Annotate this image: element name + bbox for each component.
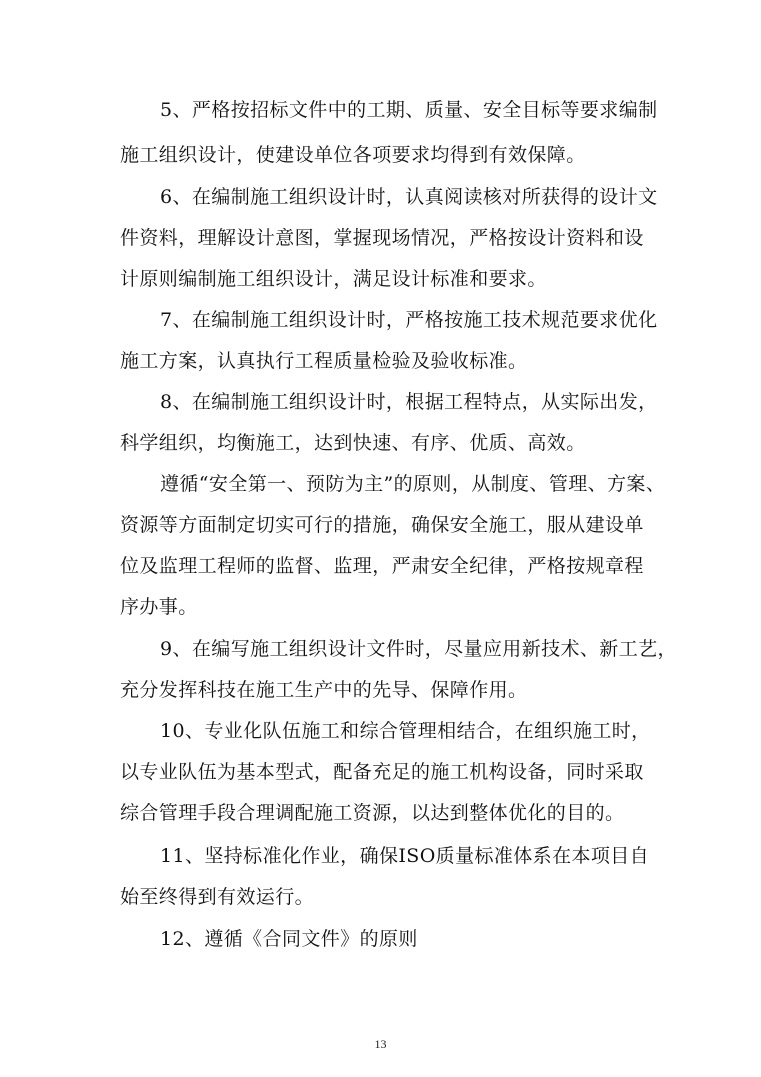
safety-paragraph-line-1: 遵循“安全第一、预防为主”的原则，从制度、管理、方案、 [160,473,666,495]
safety-paragraph-line-2: 资源等方面制定切实可行的措施，确保安全施工，服从建设单 [120,514,644,536]
paragraph-6-line-1: 6、在编制施工组织设计时，认真阅读核对所获得的设计文 [160,186,658,208]
paragraph-7-line-2: 施工方案，认真执行工程质量检验及验收标准。 [120,350,528,372]
paragraph-6-line-3: 计原则编制施工组织设计，满足设计标准和要求。 [120,268,547,290]
paragraph-11-line-2: 始至终得到有效运行。 [120,886,315,908]
paragraph-10-line-3: 综合管理手段合理调配施工资源，以达到整体优化的目的。 [120,802,625,824]
safety-paragraph-line-4: 序办事。 [120,596,198,618]
paragraph-10-line-2: 以专业队伍为基本型式，配备充足的施工机构设备，同时采取 [120,761,644,783]
paragraph-5-line-1: 5、严格按招标文件中的工期、质量、安全目标等要求编制 [160,99,658,121]
paragraph-9-line-2: 充分发挥科技在施工生产中的先导、保障作用。 [120,679,528,701]
paragraph-10-line-1: 10、专业化队伍施工和综合管理相结合，在组织施工时， [160,720,651,742]
page-number: 13 [374,1037,387,1051]
paragraph-6-line-2: 件资料，理解设计意图，掌握现场情况，严格按设计资料和设 [120,227,644,249]
safety-paragraph-line-3: 位及监理工程师的监督、监理，严肃安全纪律，严格按规章程 [120,555,644,577]
paragraph-12-line-1: 12、遵循《合同文件》的原则 [160,928,418,950]
paragraph-8-line-1: 8、在编制施工组织设计时，根据工程特点，从实际出发， [160,391,658,413]
paragraph-8-line-2: 科学组织，均衡施工，达到快速、有序、优质、高效。 [120,432,586,454]
paragraph-5-line-2: 施工组织设计，使建设单位各项要求均得到有效保障。 [120,144,586,166]
paragraph-11-line-1: 11、坚持标准化作业，确保ISO质量标准体系在本项目自 [160,845,650,867]
paragraph-7-line-1: 7、在编制施工组织设计时，严格按施工技术规范要求优化 [160,309,658,331]
paragraph-9-line-1: 9、在编写施工组织设计文件时，尽量应用新技术、新工艺， [160,638,677,660]
